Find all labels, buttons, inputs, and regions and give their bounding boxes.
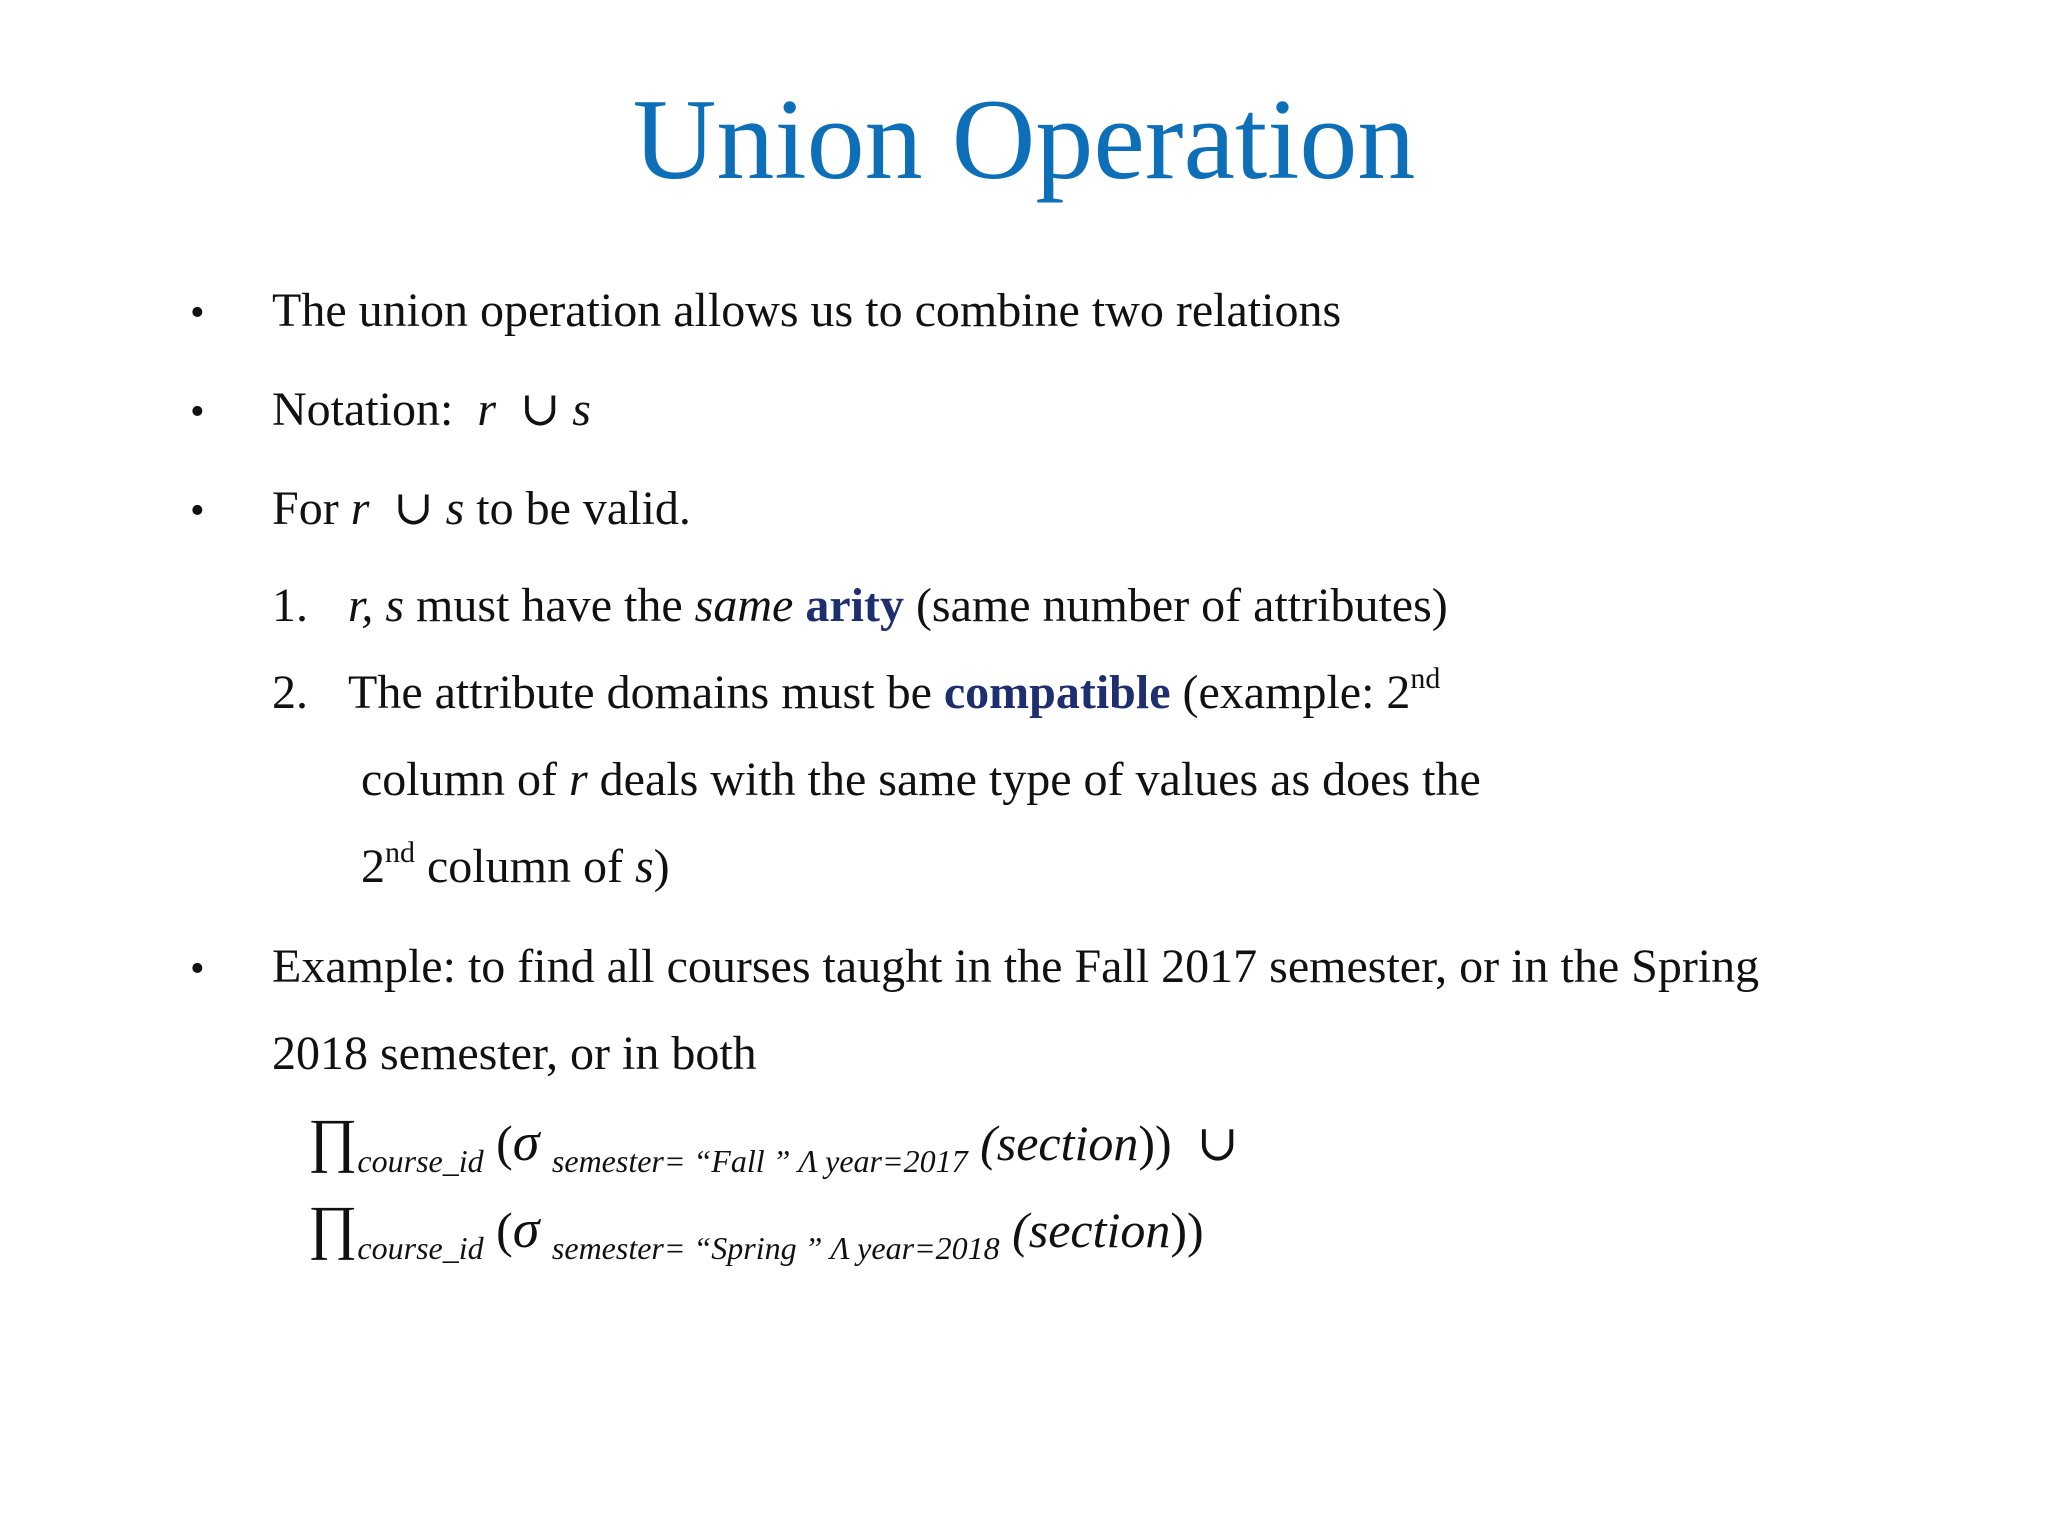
example-text: 2018 semester, or in both xyxy=(272,1027,757,1080)
union-symbol: ∪ xyxy=(393,482,434,535)
emphasis-same: same xyxy=(694,579,794,632)
condition-text: ) xyxy=(653,840,670,893)
projection-symbol: ∏ xyxy=(308,1194,358,1260)
projection-attribute: course_id xyxy=(357,1143,484,1179)
paren: )) xyxy=(1138,1115,1172,1171)
selection-symbol: σ xyxy=(512,1112,540,1172)
relation-s: s xyxy=(634,840,654,893)
condition-compatible-line3 xyxy=(361,837,670,897)
bullet-validity xyxy=(272,479,691,539)
condition-text: must have the xyxy=(416,579,683,632)
bullet-text: The union operation allows us to combine two relations xyxy=(272,284,1342,337)
paren: ( xyxy=(496,1202,513,1258)
paren: )) xyxy=(1170,1202,1204,1258)
validity-suffix: to be valid. xyxy=(476,482,691,535)
bullet-marker: • xyxy=(190,290,205,336)
selection-condition: semester= “Spring ” Λ year=2018 xyxy=(551,1230,1000,1266)
formula-spring xyxy=(308,1194,1204,1278)
list-number: 1. xyxy=(272,579,308,632)
validity-prefix: For xyxy=(272,482,339,535)
keyword-arity: arity xyxy=(805,579,904,632)
condition-compatible-line2 xyxy=(361,750,1481,810)
selection-condition: semester= “Fall ” Λ year=2017 xyxy=(551,1143,968,1179)
condition-text: (same number of attributes) xyxy=(915,579,1448,632)
relations-rs: r, s xyxy=(348,579,405,632)
relation-r: r xyxy=(350,482,370,535)
bullet-marker: • xyxy=(190,946,205,992)
ordinal-suffix: nd xyxy=(1410,662,1441,695)
paren: ( xyxy=(496,1115,513,1171)
relation-s: s xyxy=(445,482,465,535)
relation-section: (section xyxy=(980,1115,1139,1171)
relation-s: s xyxy=(572,383,591,436)
keyword-compatible: compatible xyxy=(943,666,1171,719)
bullet-union-definition xyxy=(272,281,1341,341)
bullet-example xyxy=(272,937,1759,997)
union-symbol: ∪ xyxy=(1196,1115,1239,1171)
relation-r: r xyxy=(477,383,496,436)
condition-text: deals with the same type of values as does the xyxy=(599,753,1481,806)
ordinal-suffix: nd xyxy=(385,836,415,869)
bullet-marker: • xyxy=(190,488,205,534)
condition-text: column of xyxy=(427,840,623,893)
list-number: 2. xyxy=(272,666,308,719)
condition-text: 2 xyxy=(361,840,385,893)
bullet-example-line2 xyxy=(272,1024,757,1084)
projection-symbol: ∏ xyxy=(308,1107,358,1173)
bullet-marker: • xyxy=(190,389,205,435)
selection-symbol: σ xyxy=(512,1199,540,1259)
notation-label: Notation: xyxy=(272,383,454,436)
slide-title: Union Operation xyxy=(632,76,1416,204)
condition-text: The attribute domains must be xyxy=(348,666,932,719)
projection-attribute: course_id xyxy=(357,1230,484,1266)
condition-compatible xyxy=(272,663,1440,723)
relation-r: r xyxy=(568,753,588,806)
condition-text: (example: 2 xyxy=(1182,666,1411,719)
example-text: Example: to find all courses taught in the Fall 2017 semester, or in the Spring xyxy=(272,940,1760,993)
formula-fall xyxy=(308,1107,1239,1191)
relation-section: (section xyxy=(1012,1202,1171,1258)
condition-arity xyxy=(272,576,1448,636)
union-symbol: ∪ xyxy=(520,383,561,436)
bullet-notation xyxy=(272,380,591,440)
condition-text: column of xyxy=(361,753,557,806)
